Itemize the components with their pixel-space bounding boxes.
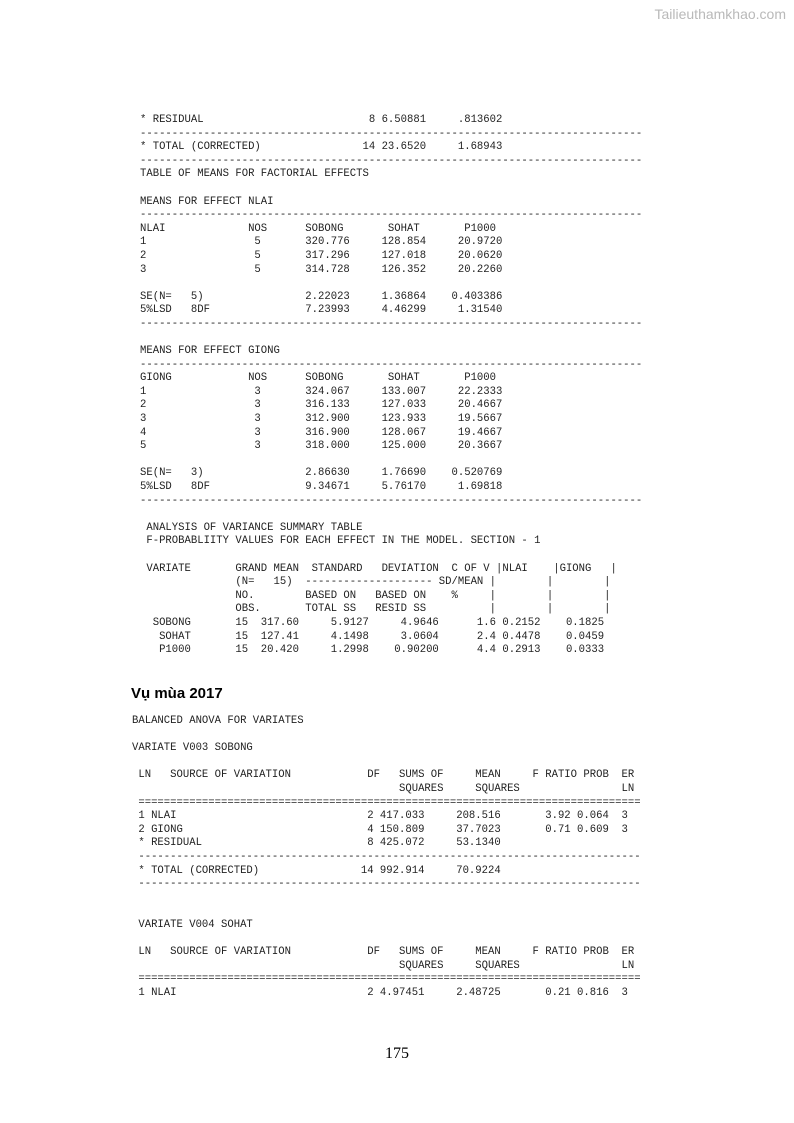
output-line: F-PROBABLIITY VALUES FOR EACH EFFECT IN THE MODEL. SECTION - 1 [140, 535, 541, 548]
output-line: 1 5 320.776 128.854 20.9720 [140, 236, 503, 249]
output-line [132, 892, 641, 906]
output-line: VARIATE GRAND MEAN STANDARD DEVIATION C OF V |NLAI |GIONG | [140, 562, 617, 575]
output-line: 2 GIONG 4 150.809 37.7023 0.71 0.609 3 [132, 823, 628, 836]
output-line: ------------------------------------------------------------------------------- [132, 850, 641, 863]
output-line: SE(N= 5) 2.22023 1.36864 0.403386 [140, 290, 503, 303]
page-number: 175 [385, 1045, 409, 1062]
output-line: ------------------------------------------------------------------------------- [132, 878, 641, 891]
output-line: SE(N= 3) 2.86630 1.76690 0.520769 [140, 467, 503, 480]
output-line: ANALYSIS OF VARIANCE SUMMARY TABLE [140, 521, 363, 534]
output-line [140, 182, 642, 196]
output-line: ------------------------------------------------------------------------------- [140, 494, 643, 507]
output-line: 5%LSD 8DF 7.23993 4.46299 1.31540 [140, 304, 503, 317]
output-line: 3 3 312.900 123.933 19.5667 [140, 413, 503, 426]
output-line: 1 3 324.067 133.007 22.2333 [140, 385, 503, 398]
output-line: 1 NLAI 2 417.033 208.516 3.92 0.064 3 [132, 810, 628, 823]
watermark: Tailieuthamkhao.com [654, 6, 786, 22]
anova-output-block-1 [140, 114, 642, 658]
output-line: LN SOURCE OF VARIATION DF SUMS OF MEAN F RATIO PROB ER [132, 769, 635, 782]
output-line: 5 3 318.000 125.000 20.3667 [140, 440, 503, 453]
output-line: BALANCED ANOVA FOR VARIATES [132, 715, 304, 727]
output-line: 1 NLAI 2 4.97451 2.48725 0.21 0.816 3 [132, 986, 628, 999]
output-line: 4 3 316.900 128.067 19.4667 [140, 426, 503, 439]
output-line [140, 549, 642, 563]
output-line: MEANS FOR EFFECT GIONG [140, 345, 280, 358]
output-line: ------------------------------------------------------------------------------- [140, 317, 643, 330]
output-line: NLAI NOS SOBONG SOHAT P1000 [140, 222, 497, 235]
output-line: SOHAT 15 127.41 4.1498 3.0604 2.4 0.4478 0.0459 [140, 630, 605, 643]
output-line: NO. BASED ON BASED ON % | | | [140, 589, 611, 602]
output-line: TABLE OF MEANS FOR FACTORIAL EFFECTS [140, 168, 369, 181]
output-line: VARIATE V003 SOBONG [132, 742, 253, 755]
output-line: ------------------------------------------------------------------------------- [140, 154, 643, 167]
output-line: ------------------------------------------------------------------------------- [140, 127, 643, 140]
output-line: * RESIDUAL 8 425.072 53.1340 [132, 837, 501, 850]
output-line: MEANS FOR EFFECT NLAI [140, 195, 274, 208]
output-line: 2 5 317.296 127.018 20.0620 [140, 249, 503, 262]
output-line: * RESIDUAL 8 6.50881 .813602 [140, 114, 503, 126]
output-line: (N= 15) -------------------- SD/MEAN | | | [140, 576, 611, 589]
output-line [140, 454, 642, 468]
output-line: 3 5 314.728 126.352 20.2260 [140, 263, 503, 276]
output-line: SOBONG 15 317.60 5.9127 4.9646 1.6 0.2152 0.1825 [140, 616, 605, 629]
anova-output-block-2 [132, 715, 641, 1000]
output-line: =============================================================================== [132, 796, 641, 809]
output-line: SQUARES SQUARES LN [132, 782, 635, 795]
output-line: =============================================================================== [132, 973, 641, 986]
output-line [132, 905, 641, 919]
output-line: P1000 15 20.420 1.2998 0.90200 4.4 0.2913 0.0333 [140, 644, 605, 657]
section-heading: Vụ mùa 2017 [131, 685, 223, 702]
output-line: OBS. TOTAL SS RESID SS | | | [140, 603, 611, 616]
output-line: VARIATE V004 SOHAT [132, 918, 253, 931]
output-line: ------------------------------------------------------------------------------- [140, 358, 643, 371]
output-line [132, 756, 641, 770]
output-line: SQUARES SQUARES LN [132, 959, 635, 972]
output-line [140, 277, 642, 291]
output-line: ------------------------------------------------------------------------------- [140, 209, 643, 222]
output-line: 5%LSD 8DF 9.34671 5.76170 1.69818 [140, 481, 503, 494]
output-line: * TOTAL (CORRECTED) 14 23.6520 1.68943 [140, 141, 503, 154]
output-line [140, 332, 642, 346]
output-line [132, 729, 641, 743]
output-line: GIONG NOS SOBONG SOHAT P1000 [140, 372, 497, 385]
output-line: * TOTAL (CORRECTED) 14 992.914 70.9224 [132, 864, 501, 877]
output-line: 2 3 316.133 127.033 20.4667 [140, 399, 503, 412]
output-line: LN SOURCE OF VARIATION DF SUMS OF MEAN F RATIO PROB ER [132, 946, 635, 959]
output-line [140, 508, 642, 522]
output-line [132, 933, 641, 947]
